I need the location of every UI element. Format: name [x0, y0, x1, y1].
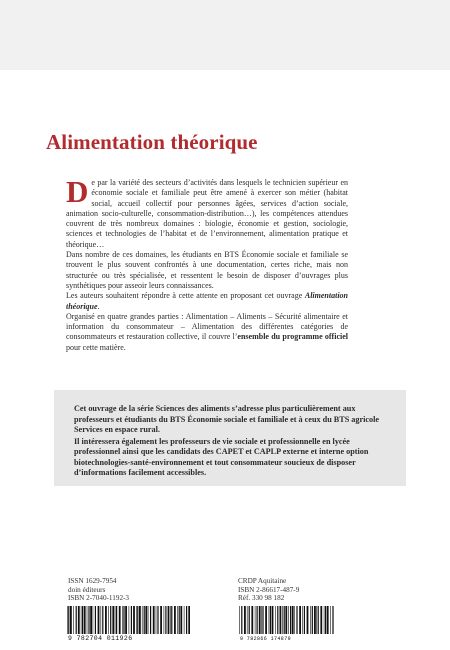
barcode-bar	[156, 606, 157, 634]
barcode-bar	[284, 606, 285, 634]
barcode-bar	[70, 606, 72, 634]
paragraph-2: Dans nombre de ces domaines, les étudiants en BTS Économie sociale et familiale se trouvent le plus souvent confrontés à une documentation, certes riche, mais non structurée ou très spécialisée, et ressentent le besoin de disposer d’ouvrages plus synthétiques pour asseoir leurs connaissances.	[66, 250, 348, 290]
book-title: Alimentation théorique	[66, 291, 348, 311]
paragraph-1	[66, 174, 348, 250]
barcode-bar	[174, 606, 176, 634]
barcode-bar	[82, 606, 83, 634]
barcode-bar	[320, 606, 322, 634]
barcode-bar	[122, 606, 123, 634]
barcode-bar	[144, 606, 145, 634]
barcode-bar	[251, 606, 253, 634]
barcode-bar	[116, 606, 117, 634]
barcode-bar	[102, 606, 103, 634]
paragraph-4	[66, 312, 348, 353]
paragraph-3	[66, 291, 348, 312]
barcode-bar	[307, 606, 309, 634]
barcode-bar	[262, 606, 263, 634]
description	[66, 174, 348, 353]
audience-paragraph-2: Il intéressera également les professeurs de vie sociale et professionnelle en lycée professionnel ainsi que les candidats des CAPET et CAPLP externe et interne option biotechnologies-santé-environnement et tout consommateur soucieux de disposer d’informations facilement accessibles.	[74, 436, 369, 477]
paragraph-1-text: e par la variété des secteurs d’activités dans lesquels le technicien supérieur en économie sociale et familiale peut être amené à exercer son métier (habitat social, accueil collectif pour personnes âgées, services d’action sociale, animation socio-culturelle, consommation-distribution…), les compétences attendues couvrent de très nombreux domaines : biologie, économie et gestion, sociologie, sciences et technologies de l’habitat et de l’environnement, alimentation pratique et théorique…	[66, 178, 348, 249]
paragraph-4-text: Organisé en quatre grandes parties : Alimentation – Aliments – Sécurité alimentaire et information du consommateur – Alimentation des différentes catégories de consommateurs et restauration collective, il couvre l’	[66, 311, 348, 342]
barcode-bar	[78, 606, 80, 634]
barcode-bar	[285, 606, 287, 634]
paragraph-3-end: .	[97, 301, 100, 311]
barcode-bar	[165, 606, 166, 634]
barcode-bar	[68, 606, 69, 634]
barcode-left-number: 9 782704 011926	[68, 635, 133, 642]
barcode-bar	[160, 606, 162, 634]
page-title: Alimentation théorique	[46, 130, 258, 154]
barcode-bar	[277, 606, 278, 634]
barcode-bar	[171, 606, 172, 634]
barcode-bar	[139, 606, 141, 634]
barcode-bar	[133, 606, 135, 634]
barcode-bar	[265, 606, 267, 634]
audience-text	[74, 404, 386, 479]
isbn-right: ISBN 2-86617-487-9	[238, 585, 300, 594]
barcode-bar	[299, 606, 301, 634]
barcode-bar	[125, 606, 127, 634]
barcode-bar	[112, 606, 114, 634]
barcode-bar	[330, 606, 331, 634]
barcode-bar	[249, 606, 250, 634]
reference: Réf. 330 98 182	[238, 594, 285, 603]
barcode-bar	[272, 606, 274, 634]
barcode-bar	[316, 606, 317, 634]
barcode-bar	[105, 606, 107, 634]
barcode-bar	[73, 606, 74, 634]
barcode-bar	[275, 606, 276, 634]
barcode-bar	[255, 606, 256, 634]
barcode-bar	[136, 606, 137, 634]
barcode-bar	[184, 606, 185, 634]
barcode-bar	[168, 606, 170, 634]
barcode-bar	[318, 606, 319, 634]
barcode-bar	[332, 606, 333, 634]
isbn-left: ISBN 2-7040-1192-3	[68, 594, 130, 603]
barcode-bar	[148, 606, 149, 634]
barcode-bar	[270, 606, 271, 634]
barcode-bar	[164, 606, 165, 634]
barcode-bar	[259, 606, 261, 634]
barcode-bar	[312, 606, 313, 634]
barcode-bar	[95, 606, 96, 634]
barcode-bar	[241, 606, 242, 634]
barcode-bar	[142, 606, 143, 634]
barcode-bar	[188, 606, 190, 634]
barcode-bar	[170, 606, 171, 634]
barcode-bar	[81, 606, 82, 634]
barcode-bar	[93, 606, 94, 634]
barcode-bar	[269, 606, 270, 634]
paragraph-3-text: Les auteurs souhaitent répondre à cette attente en proposant cet ouvrage	[66, 291, 305, 301]
barcode-bar	[186, 606, 187, 634]
barcode-bar	[179, 606, 180, 634]
publisher-info-left	[68, 577, 129, 603]
barcode-bar	[280, 606, 282, 634]
barcode-bar	[292, 606, 294, 634]
barcode-bar	[110, 606, 111, 634]
barcode-bar	[302, 606, 303, 634]
publisher-info-right	[238, 577, 299, 603]
issn: ISSN 1629-7954	[68, 577, 117, 585]
barcode-bar	[157, 606, 158, 634]
barcode-bar	[145, 606, 147, 634]
top-band	[0, 0, 450, 70]
barcode-left	[66, 606, 190, 634]
barcode-bar	[108, 606, 109, 634]
barcode-bar	[88, 606, 89, 634]
barcode-right	[238, 606, 334, 634]
barcode-bar	[150, 606, 151, 634]
barcode-bar	[180, 606, 182, 634]
barcode-bar	[177, 606, 178, 634]
barcode-bar	[261, 606, 262, 634]
barcode-bar	[314, 606, 316, 634]
barcode-bar	[115, 606, 116, 634]
barcode-bar	[129, 606, 130, 634]
barcode-bar	[296, 606, 297, 634]
barcode-bar	[137, 606, 138, 634]
barcode-bar	[239, 606, 240, 634]
barcode-bar	[327, 606, 329, 634]
barcode-bar	[294, 606, 295, 634]
crdp: CRDP Aquitaine	[238, 577, 287, 585]
barcode-bar	[98, 606, 100, 634]
barcode-bar	[304, 606, 305, 634]
barcode-bar	[87, 606, 88, 634]
barcode-bar	[310, 606, 311, 634]
publisher: doin éditeurs	[68, 585, 106, 594]
program-highlight: ensemble du programme officiel	[237, 332, 348, 342]
barcode-bar	[101, 606, 102, 634]
barcode-bar	[290, 606, 291, 634]
barcode-bar	[257, 606, 258, 634]
barcode-bar	[324, 606, 325, 634]
audience-paragraph-1: Cet ouvrage de la série Sciences des aliments s’adresse plus particulièrement aux professeurs et étudiants du BTS Économie sociale et familiale et à ceux du BTS agricole Services en espace rural.	[74, 404, 380, 434]
barcode-bar	[119, 606, 121, 634]
barcode-bar	[84, 606, 86, 634]
audience-box	[54, 390, 406, 486]
barcode-bar	[90, 606, 92, 634]
barcode-bar	[123, 606, 124, 634]
barcode-bar	[282, 606, 283, 634]
barcode-bar	[244, 606, 246, 634]
barcode-bar	[288, 606, 289, 634]
barcode-bar	[76, 606, 77, 634]
drop-cap: D	[66, 174, 89, 209]
barcode-bar	[131, 606, 132, 634]
barcode-right-number: 9 782866 174879	[240, 636, 292, 642]
barcode-bar	[247, 606, 248, 634]
barcode-bar	[153, 606, 155, 634]
paragraph-4-end: pour cette matière.	[66, 342, 126, 352]
barcode-bar	[325, 606, 326, 634]
barcode-bar	[67, 606, 68, 634]
